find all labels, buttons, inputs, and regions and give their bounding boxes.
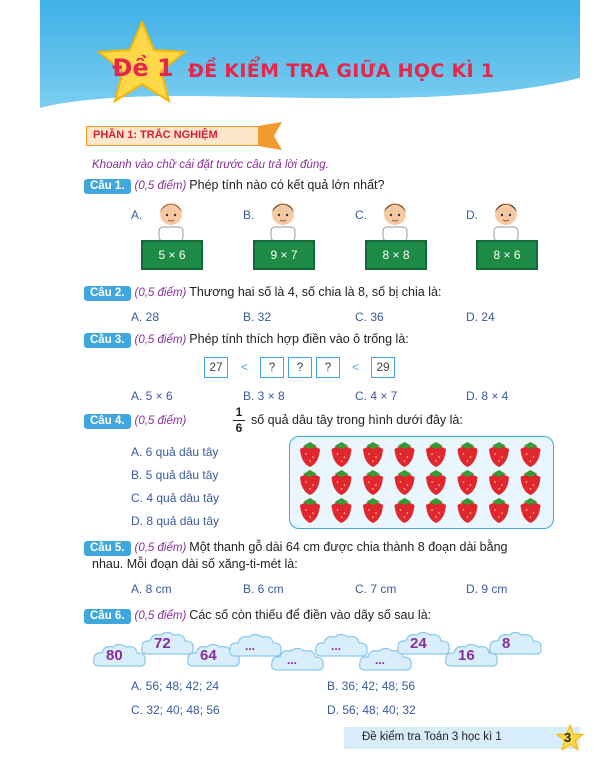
question-text: Thương hai số là 4, số chia là 8, số bị chia là: (189, 285, 442, 299)
strawberry-icon (300, 498, 320, 523)
strawberry-icon (395, 470, 415, 495)
strawberry-icon (332, 470, 352, 495)
strawberry-icon (521, 498, 541, 523)
flag-tail-icon (258, 122, 284, 150)
strawberry-icon (458, 470, 478, 495)
question-label: Câu 2. (84, 286, 131, 301)
answer-option-b[interactable]: B. 6 cm (243, 582, 284, 596)
worksheet-page (40, 0, 580, 770)
strawberry-icon (426, 442, 446, 467)
strawberry-icon (363, 498, 383, 523)
sequence-number: 16 (458, 647, 475, 664)
number-box: 27 (204, 357, 228, 378)
strawberry-picture (289, 436, 554, 529)
question-label: Câu 6. (84, 609, 131, 624)
strawberry-icon (426, 470, 446, 495)
question-points: (0,5 điểm) (134, 610, 187, 622)
child-illustration (375, 197, 415, 241)
question-5 (84, 540, 507, 556)
answer-option-d[interactable]: D. 56; 48; 40; 32 (327, 703, 416, 717)
question-points: (0,5 điểm) (134, 542, 187, 554)
question-2 (84, 285, 441, 301)
fraction-denominator: 6 (235, 421, 243, 435)
answer-option-b[interactable]: B. 36; 42; 48; 56 (327, 679, 416, 693)
child-illustration (486, 197, 526, 241)
less-than-sign: < (241, 360, 249, 374)
fraction (233, 406, 245, 435)
answer-board[interactable]: 9 × 7 (253, 240, 315, 270)
fraction-numerator: 1 (235, 405, 243, 419)
strawberry-icon (395, 498, 415, 523)
missing-number-blank[interactable]: ... (375, 653, 386, 667)
sequence-number: 8 (502, 635, 511, 652)
sequence-number: 80 (106, 647, 123, 664)
answer-option-c[interactable]: C. 7 cm (355, 582, 397, 596)
question-5-continued: nhau. Mỗi đoạn dài số xăng-ti-mét là: (92, 557, 298, 571)
answer-option-d[interactable]: D. 24 (466, 310, 495, 324)
strawberry-icon (300, 442, 320, 467)
strawberry-icon (363, 470, 383, 495)
missing-number-blank[interactable]: ... (287, 653, 298, 667)
question-3 (84, 332, 409, 348)
answer-option-c[interactable]: C. 4 × 7 (355, 389, 398, 403)
section-title: PHẦN 1: TRẮC NGHIỆM (93, 129, 218, 141)
child-illustration (151, 197, 191, 241)
question-points: (0,5 điểm) (134, 180, 187, 192)
missing-number-blank[interactable]: ... (245, 639, 256, 653)
missing-number-blank[interactable]: ... (331, 639, 342, 653)
strawberry-icon (521, 442, 541, 467)
strawberry-icon (426, 498, 446, 523)
less-than-sign: < (352, 360, 360, 374)
answer-option-d[interactable]: D. 8 quả dâu tây (131, 514, 220, 528)
question-label: Câu 3. (84, 333, 131, 348)
strawberry-icon (300, 470, 320, 495)
blank-box[interactable]: ? (260, 357, 284, 378)
answer-option-c[interactable]: C. (355, 208, 367, 222)
child-illustration (263, 197, 303, 241)
number-box: 29 (371, 357, 395, 378)
answer-option-a[interactable]: A. (131, 208, 143, 222)
strawberry-icon (489, 498, 509, 523)
answer-board[interactable]: 8 × 8 (365, 240, 427, 270)
strawberry-icon (458, 498, 478, 523)
strawberry-icon (395, 442, 415, 467)
strawberry-icon (521, 470, 541, 495)
answer-option-a[interactable]: A. 8 cm (131, 582, 172, 596)
strawberry-icon (458, 442, 478, 467)
answer-option-a[interactable]: A. 56; 48; 42; 24 (131, 679, 220, 693)
answer-option-b[interactable]: B. 5 quả dâu tây (131, 468, 219, 482)
answer-option-c[interactable]: C. 36 (355, 310, 384, 324)
page-number: 3 (564, 730, 572, 745)
strawberry-grid (290, 437, 555, 530)
answer-option-d[interactable]: D. 9 cm (466, 582, 508, 596)
footer-text: Đề kiểm tra Toán 3 học kì 1 (362, 731, 502, 743)
question-label: Câu 1. (84, 179, 131, 194)
answer-option-a[interactable]: A. 6 quả dâu tây (131, 445, 219, 459)
blank-box[interactable]: ? (288, 357, 312, 378)
answer-option-d[interactable]: D. 8 × 4 (466, 389, 509, 403)
page-title: ĐỀ KIỂM TRA GIỮA HỌC KÌ 1 (188, 60, 495, 82)
answer-option-b[interactable]: B. 3 × 8 (243, 389, 285, 403)
strawberry-icon (489, 470, 509, 495)
question-6 (84, 608, 431, 624)
question-points: (0,5 điểm) (134, 334, 187, 346)
question-1 (84, 178, 384, 194)
strawberry-icon (332, 442, 352, 467)
instruction-text: Khoanh vào chữ cái đặt trước câu trả lời đúng. (92, 159, 329, 171)
question-label: Câu 4. (84, 414, 131, 429)
test-number-badge: Đề 1 (112, 54, 174, 82)
cloud-shape (488, 630, 544, 660)
answer-option-b[interactable]: B. 32 (243, 310, 272, 324)
strawberry-icon (363, 442, 383, 467)
answer-option-a[interactable]: A. 5 × 6 (131, 389, 173, 403)
question-4-text: số quả dâu tây trong hình dưới đây là: (251, 413, 463, 427)
question-text: Một thanh gỗ dài 64 cm được chia thành 8 đoạn dài bằng (189, 540, 508, 554)
strawberry-icon (332, 498, 352, 523)
answer-option-c[interactable]: C. 32; 40; 48; 56 (131, 703, 220, 717)
question-label: Câu 5. (84, 541, 131, 556)
answer-board[interactable]: 8 × 6 (476, 240, 538, 270)
sequence-number: 64 (200, 647, 217, 664)
answer-option-c[interactable]: C. 4 quả dâu tây (131, 491, 220, 505)
question-points: (0,5 điểm) (134, 415, 187, 427)
blank-box[interactable]: ? (316, 357, 340, 378)
header-banner (40, 0, 580, 115)
question-4 (84, 413, 189, 429)
question-text: Phép tính thích hợp điền vào ô trống là: (189, 332, 409, 346)
sequence-number: 24 (410, 635, 427, 652)
answer-board[interactable]: 5 × 6 (141, 240, 203, 270)
answer-option-d[interactable]: D. (466, 208, 478, 222)
page-footer (344, 727, 580, 749)
question-text: Phép tính nào có kết quả lớn nhất? (189, 178, 385, 192)
strawberry-icon (489, 442, 509, 467)
answer-option-b[interactable]: B. (243, 208, 255, 222)
question-text: Các số còn thiếu để điền vào dãy số sau là: (189, 608, 432, 622)
sequence-number: 72 (154, 635, 171, 652)
question-points: (0,5 điểm) (134, 287, 187, 299)
answer-option-a[interactable]: A. 28 (131, 310, 160, 324)
